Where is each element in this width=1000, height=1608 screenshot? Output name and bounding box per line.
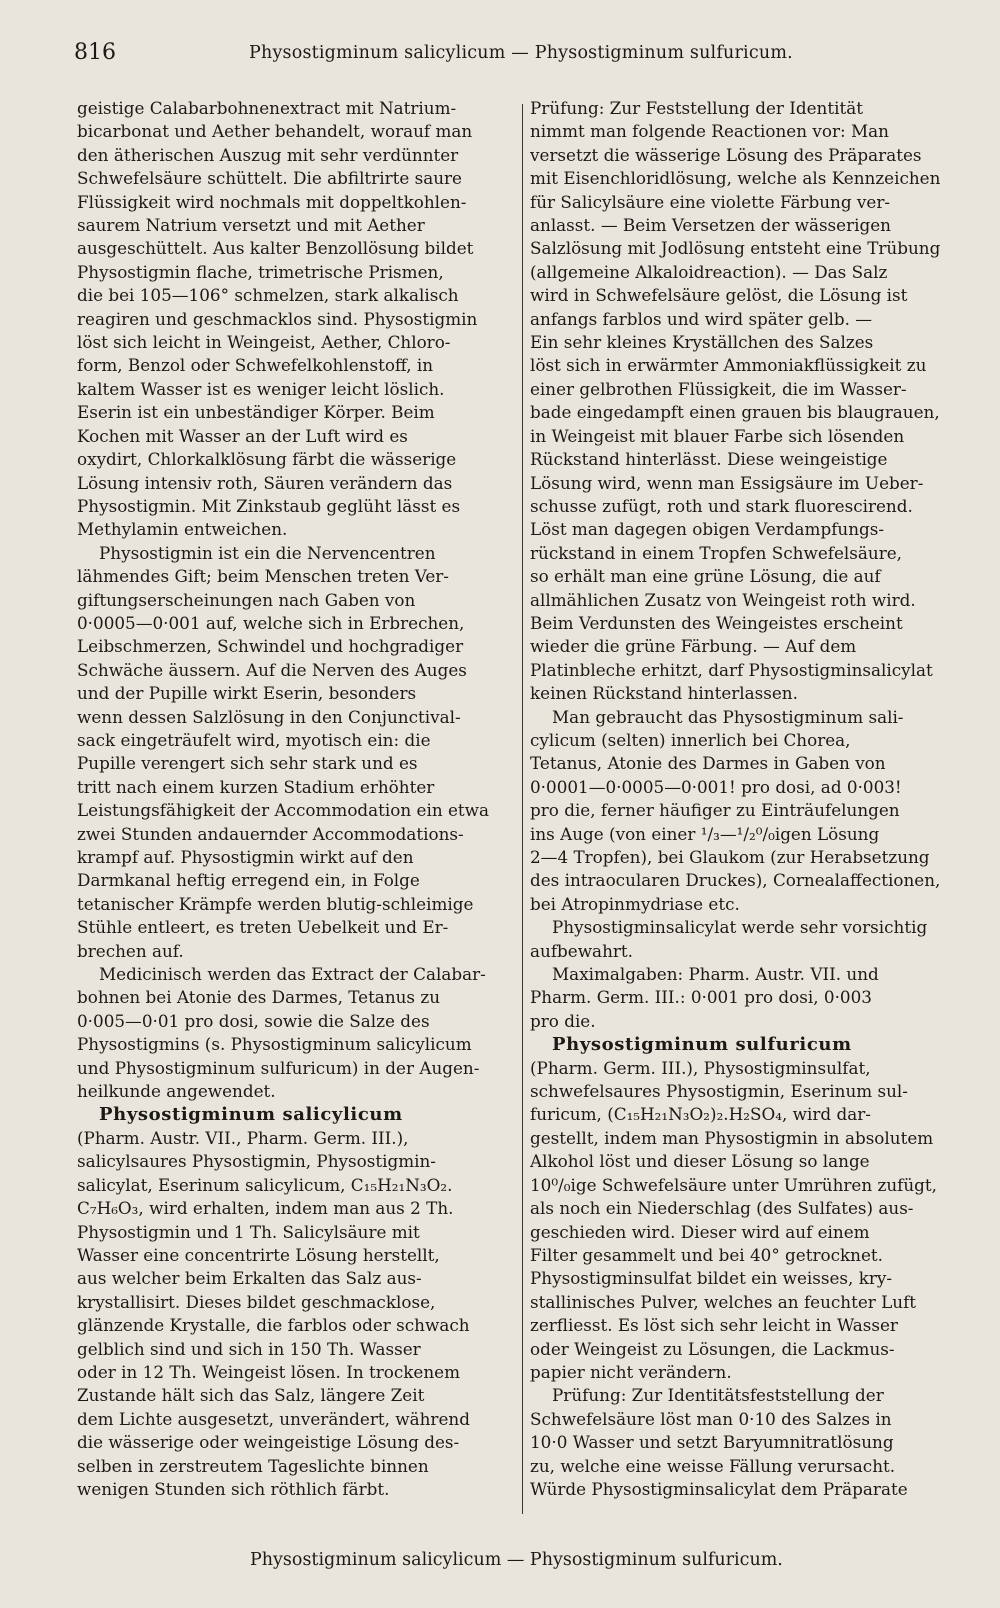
text-line: lähmendes Gift; beim Menschen treten Ver- [77,566,449,587]
text-line: ausgeschüttelt. Aus kalter Benzollösung bildet [77,238,474,259]
text-line: salicylsaures Physostigmin, Physostigmin- [77,1151,436,1172]
text-line: allmählichen Zusatz von Weingeist roth wird. [530,589,916,610]
text-line: (Pharm. Germ. III.), Physostigminsulfat, [530,1057,871,1078]
text-line: Schwefelsäure schüttelt. Die abfiltrirte saure [77,168,462,189]
text-line: glänzende Krystalle, die farblos oder schwach [77,1315,470,1336]
text-line: nimmt man folgende Reactionen vor: Man [530,121,889,142]
text-line: oxydirt, Chlorkalklösung färbt die wässerige [77,449,457,470]
page-number: 816 [74,40,116,65]
text-line: Wasser eine concentrirte Lösung herstellt, [77,1244,440,1265]
text-line: die wässerige oder weingeistige Lösung des- [77,1432,460,1453]
text-line: Physostigmin. Mit Zinkstaub geglüht lässt es [77,495,461,516]
text-line: Salzlösung mit Jodlösung entsteht eine Trübung [530,238,941,259]
text-line: bade eingedampft einen grauen bis blaugrauen, [530,402,940,423]
text-line: Schwäche äussern. Auf die Nerven des Auges [77,659,467,680]
running-title: Physostigminum salicylicum — Physostigminum sulfuricum. [249,43,793,63]
text-line: Leistungsfähigkeit der Accommodation ein etwa [77,800,490,821]
text-line: Physostigmin flache, trimetrische Prismen, [77,261,444,282]
text-line: keinen Rückstand hinterlassen. [530,683,798,704]
text-line: löst sich leicht in Weingeist, Aether, Chloro- [77,332,451,353]
section-heading: Physostigminum salicylicum [99,1104,403,1126]
text-line: 0·0005—0·001 auf, welche sich in Erbrechen, [77,612,465,633]
text-line: gestellt, indem man Physostigmin in absolutem [530,1127,934,1148]
text-line: pro die, ferner häufiger zu Einträufelungen [530,800,900,821]
text-line: form, Benzol oder Schwefelkohlenstoff, in [77,355,434,376]
text-line: wieder die grüne Färbung. — Auf dem [530,636,857,657]
text-line: Lösung intensiv roth, Säuren verändern das [77,472,453,493]
text-line: stallinisches Pulver, welches an feuchter Luft [530,1291,917,1312]
text-line: zerfliesst. Es löst sich sehr leicht in Wasser [530,1315,898,1336]
text-line: anfangs farblos und wird später gelb. — [530,308,873,329]
text-line: Maximalgaben: Pharm. Austr. VII. und [552,964,879,985]
text-line: zu, welche eine weisse Fällung verursacht. [530,1455,896,1476]
text-line: und der Pupille wirkt Eserin, besonders [77,683,417,704]
text-line: Medicinisch werden das Extract der Calabar- [99,964,486,985]
text-line: dem Lichte ausgesetzt, unverändert, während [77,1408,470,1429]
text-line: Physostigminsalicylat werde sehr vorsichtig [552,917,928,938]
text-line: Prüfung: Zur Feststellung der Identität [530,98,863,118]
text-line: krystallisirt. Dieses bildet geschmacklose, [77,1291,436,1312]
right-column [530,97,970,1501]
text-line: Zustande hält sich das Salz, längere Zeit [77,1385,425,1406]
text-line: Schwefelsäure löst man 0·10 des Salzes in [530,1408,892,1429]
text-line: einer gelbrothen Flüssigkeit, die im Wasser- [530,378,907,399]
text-line: giftungserscheinungen nach Gaben von [77,589,416,610]
text-line: rückstand in einem Tropfen Schwefelsäure, [530,542,902,563]
text-line: des intraocularen Druckes), Cornealaffectionen, [530,870,941,891]
text-line: Flüssigkeit wird nochmals mit doppeltkohlen- [77,191,467,212]
text-line: geschieden wird. Dieser wird auf einem [530,1221,870,1242]
text-line: Eserin ist ein unbeständiger Körper. Beim [77,402,435,423]
text-line: Methylamin entweichen. [77,519,288,540]
text-line: schusse zufügt, roth und stark fluorescirend. [530,495,913,516]
text-line: ins Auge (von einer ¹/₃—¹/₂⁰/₀igen Lösung [530,823,880,844]
text-line: den ätherischen Auszug mit sehr verdünnter [77,144,459,165]
text-line: Physostigminsulfat bildet ein weisses, kry- [530,1268,893,1289]
page-footer: Physostigminum salicylicum — Physostigminum sulfuricum. [250,1550,783,1570]
text-line: schwefelsaures Physostigmin, Eserinum sul- [530,1081,908,1102]
text-line: in Weingeist mit blauer Farbe sich lösenden [530,425,905,446]
text-line: Filter gesammelt und bei 40° getrocknet. [530,1244,883,1265]
text-line: (allgemeine Alkaloidreaction). — Das Salz [530,261,888,282]
text-line: Man gebraucht das Physostigminum sali- [552,706,904,727]
text-line: Alkohol löst und dieser Lösung so lange [530,1151,870,1172]
text-line: krampf auf. Physostigmin wirkt auf den [77,847,414,867]
text-line: mit Eisenchloridlösung, welche als Kennzeichen [530,168,941,189]
page-header [74,40,924,76]
text-line: 0·005—0·01 pro dosi, sowie die Salze des [77,1010,430,1031]
text-line: Beim Verdunsten des Weingeistes erscheint [530,612,903,633]
text-line: selben in zerstreutem Tageslichte binnen [77,1455,429,1476]
text-line: 0·0001—0·0005—0·001! pro dosi, ad 0·003! [530,776,902,797]
text-line: Physostigmins (s. Physostigminum salicylicum [77,1034,472,1055]
text-line: wird in Schwefelsäure gelöst, die Lösung ist [530,285,908,306]
text-line: gelblich sind und sich in 150 Th. Wasser [77,1338,421,1359]
text-line: kaltem Wasser ist es weniger leicht löslich. [77,378,445,399]
text-line: 2—4 Tropfen), bei Glaukom (zur Herabsetzung [530,847,930,867]
text-line: bohnen bei Atonie des Darmes, Tetanus zu [77,987,441,1008]
text-line: tetanischer Krämpfe werden blutig-schleimige [77,893,474,914]
text-line: Tetanus, Atonie des Darmes in Gaben von [530,753,886,774]
text-line: Prüfung: Zur Identitätsfeststellung der [552,1385,884,1406]
text-line: Lösung wird, wenn man Essigsäure im Ueber- [530,472,924,493]
text-line: Würde Physostigminsalicylat dem Präparate [530,1478,908,1499]
text-line: Kochen mit Wasser an der Luft wird es [77,425,408,446]
text-line: anlasst. — Beim Versetzen der wässerigen [530,215,891,236]
text-line: sack eingeträufelt wird, myotisch ein: die [77,729,431,750]
text-line: 10·0 Wasser und setzt Baryumnitratlösung [530,1432,894,1453]
text-line: (Pharm. Austr. VII., Pharm. Germ. III.), [77,1127,409,1148]
text-line: wenigen Stunden sich röthlich färbt. [77,1478,390,1499]
text-line: oder Weingeist zu Lösungen, die Lackmus- [530,1338,895,1359]
text-line: bei Atropinmydriase etc. [530,893,740,914]
text-line: und Physostigminum sulfuricum) in der Augen- [77,1057,480,1078]
text-line: heilkunde angewendet. [77,1081,276,1102]
text-line: die bei 105—106° schmelzen, stark alkalisch [77,285,459,306]
left-column [77,97,513,1501]
text-line: cylicum (selten) innerlich bei Chorea, [530,729,851,750]
text-line: wenn dessen Salzlösung in den Conjunctival- [77,706,461,727]
text-line: C₇H₆O₃, wird erhalten, indem man aus 2 Th. [77,1198,454,1219]
text-line: für Salicylsäure eine violette Färbung ver- [530,191,891,212]
text-line: Ein sehr kleines Kryställchen des Salzes [530,332,874,353]
text-line: Physostigmin und 1 Th. Salicylsäure mit [77,1221,420,1242]
text-line: Pharm. Germ. III.: 0·001 pro dosi, 0·003 [530,987,872,1008]
text-line: als noch ein Niederschlag (des Sulfates) aus- [530,1198,914,1219]
text-line: Rückstand hinterlässt. Diese weingeistige [530,449,888,470]
text-line: geistige Calabarbohnenextract mit Natrium- [77,98,457,118]
text-line: Löst man dagegen obigen Verdampfungs- [530,519,885,540]
text-line: versetzt die wässerige Lösung des Präparates [530,144,922,165]
text-line: Darmkanal heftig erregend ein, in Folge [77,870,420,891]
text-line: löst sich in erwärmter Ammoniakflüssigkeit zu [530,355,927,376]
text-line: reagiren und geschmacklos sind. Physostigmin [77,308,478,329]
text-line: pro die. [530,1010,596,1031]
text-line: brechen auf. [77,940,184,961]
text-line: Stühle entleert, es treten Uebelkeit und Er- [77,917,449,938]
text-line: Platinbleche erhitzt, darf Physostigminsalicylat [530,659,933,680]
text-line: tritt nach einem kurzen Stadium erhöhter [77,776,435,797]
section-heading: Physostigminum sulfuricum [552,1034,852,1056]
text-line: Leibschmerzen, Schwindel und hochgradiger [77,636,464,657]
text-line: papier nicht verändern. [530,1361,732,1382]
text-line: aufbewahrt. [530,940,633,961]
text-line: oder in 12 Th. Weingeist lösen. In trockenem [77,1361,460,1382]
text-line: aus welcher beim Erkalten das Salz aus- [77,1268,422,1289]
text-line: furicum, (C₁₅H₂₁N₃O₂)₂.H₂SO₄, wird dar- [530,1104,871,1125]
column-divider [522,104,523,1514]
text-line: so erhält man eine grüne Lösung, die auf [530,566,881,587]
text-line: 10⁰/₀ige Schwefelsäure unter Umrühren zufügt, [530,1174,937,1195]
text-line: bicarbonat und Aether behandelt, worauf man [77,121,473,142]
text-line: saurem Natrium versetzt und mit Aether [77,215,425,236]
text-line: zwei Stunden andauernder Accommodations- [77,823,464,844]
text-line: salicylat, Eserinum salicylicum, C₁₅H₂₁N₃O₂. [77,1174,453,1195]
text-line: Pupille verengert sich sehr stark und es [77,753,418,774]
text-line: Physostigmin ist ein die Nervencentren [99,542,436,563]
